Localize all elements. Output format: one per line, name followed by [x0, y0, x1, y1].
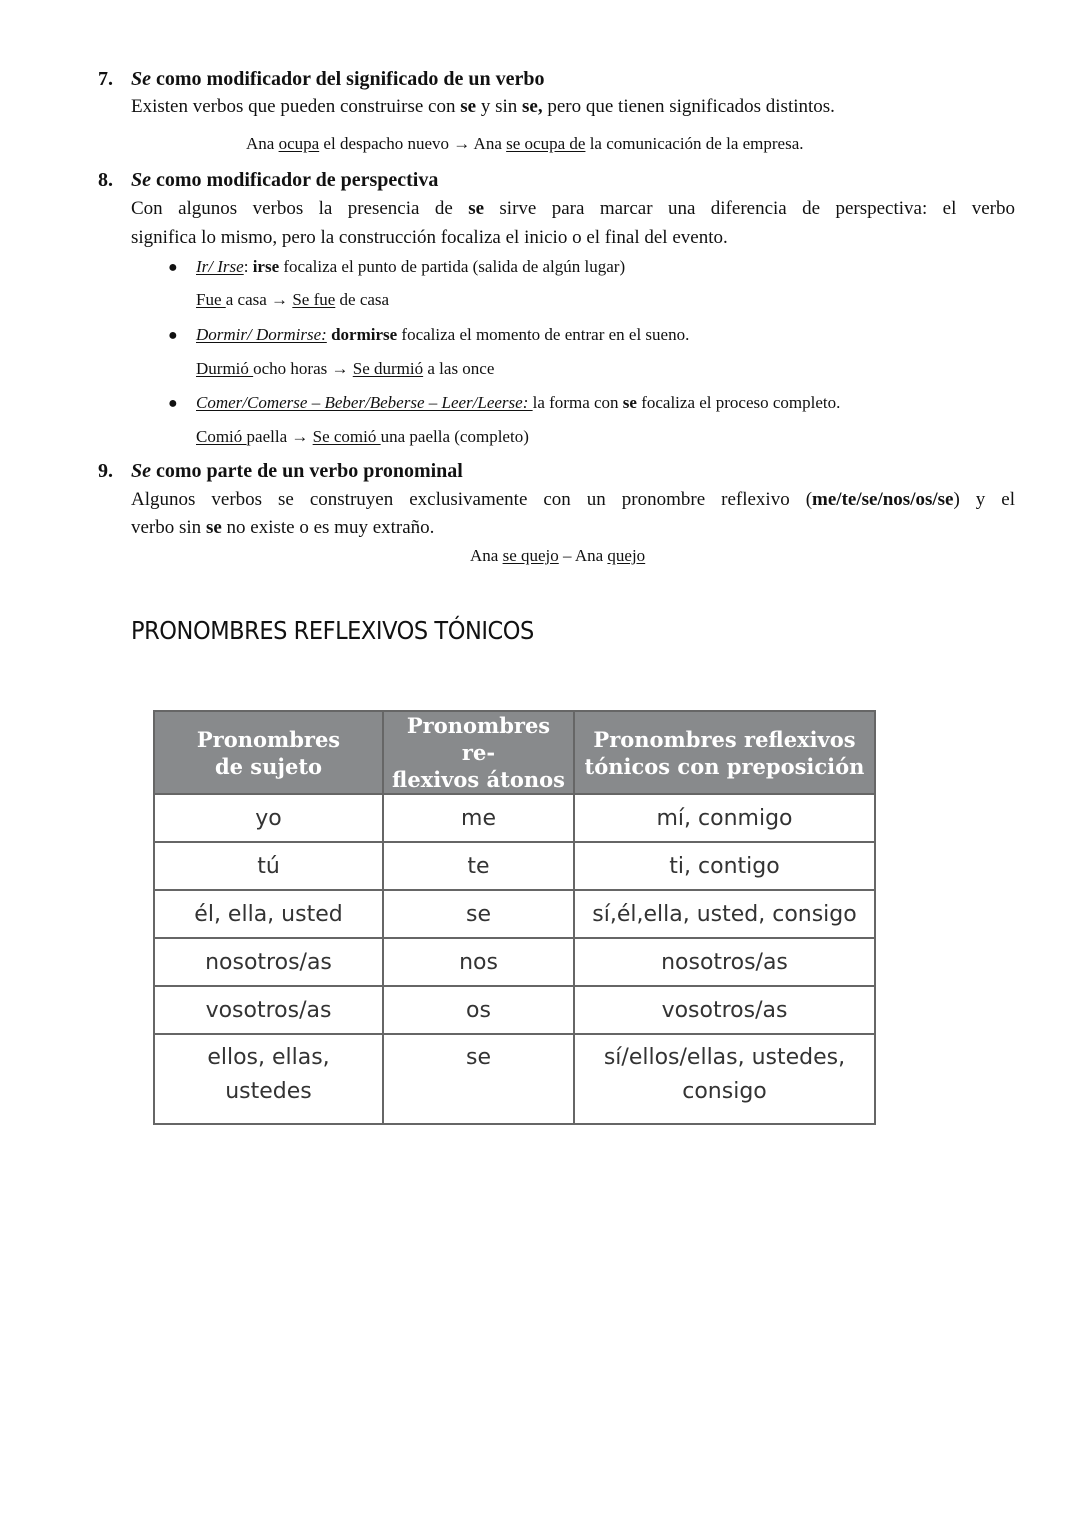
cell-atonic: te [383, 842, 574, 890]
cell-tonic: vosotros/as [574, 986, 875, 1034]
example: Durmió ocho horas → Se durmió a las once [196, 359, 495, 378]
section-heading: PRONOMBRES REFLEXIVOS TÓNICOS [131, 616, 534, 645]
column-header: Pronombres reflexivos tónicos con preposición [574, 711, 875, 794]
cell-atonic: me [383, 794, 574, 842]
table-row [154, 842, 875, 890]
section-body: Existen verbos que pueden construirse con se y sin se, pero que tienen significados distintos. [131, 96, 835, 117]
section-number: 9. [98, 460, 113, 482]
section-title: Se como parte de un verbo pronominal [131, 460, 463, 482]
table-header-row [154, 711, 875, 794]
bullet-item: Dormir/ Dormirse: dormirse focaliza el momento de entrar en el sueno. [196, 325, 690, 344]
bullet-icon: ● [168, 327, 178, 344]
cell-subject: vosotros/as [154, 986, 383, 1034]
bullet-icon: ● [168, 395, 178, 412]
cell-atonic: se [383, 890, 574, 938]
cell-tonic: mí, conmigo [574, 794, 875, 842]
section-body: significa lo mismo, pero la construcción focaliza el inicio o el final del evento. [131, 227, 728, 248]
bullet-icon: ● [168, 259, 178, 276]
section-body: verbo sin se no existe o es muy extraño. [131, 517, 435, 538]
table-row [154, 986, 875, 1034]
cell-tonic: nosotros/as [574, 938, 875, 986]
section-number: 8. [98, 169, 113, 191]
section-body: Algunos verbos se construyen exclusivamente con un pronombre reflexivo (me/te/se/nos/os/se) y el [131, 489, 1016, 510]
cell-tonic: ti, contigo [574, 842, 875, 890]
cell-subject: tú [154, 842, 383, 890]
section-title: Se como modificador del significado de un verbo [131, 68, 545, 90]
cell-subject: yo [154, 794, 383, 842]
cell-atonic: nos [383, 938, 574, 986]
pronouns-table [153, 710, 876, 1125]
example: Ana se quejo – Ana quejo [470, 546, 646, 565]
section-number: 7. [98, 68, 113, 90]
section-title: Se como modificador de perspectiva [131, 169, 439, 191]
section-body: Con algunos verbos la presencia de se sirve para marcar una diferencia de perspectiva: el verbo [131, 198, 1016, 219]
cell-tonic: sí/ellos/ellas, ustedes, consigo [574, 1034, 875, 1124]
example: Ana ocupa el despacho nuevo → Ana se ocupa de la comunicación de la empresa. [246, 134, 804, 153]
example: Fue a casa → Se fue de casa [196, 290, 390, 309]
table-row [154, 794, 875, 842]
bullet-item: Ir/ Irse: irse focaliza el punto de partida (salida de algún lugar) [196, 257, 626, 276]
cell-subject: nosotros/as [154, 938, 383, 986]
cell-atonic: se [383, 1034, 574, 1124]
cell-subject: él, ella, usted [154, 890, 383, 938]
table-row [154, 890, 875, 938]
column-header: Pronombres re- flexivos átonos [383, 711, 574, 794]
table-row [154, 938, 875, 986]
cell-tonic: sí,él,ella, usted, consigo [574, 890, 875, 938]
example: Comió paella → Se comió una paella (completo) [196, 427, 529, 446]
table-row [154, 1034, 875, 1124]
bullet-item: Comer/Comerse – Beber/Beberse – Leer/Leerse: la forma con se focaliza el proceso completo. [196, 393, 841, 412]
column-header: Pronombres de sujeto [154, 711, 383, 794]
cell-subject: ellos, ellas, ustedes [154, 1034, 383, 1124]
cell-atonic: os [383, 986, 574, 1034]
